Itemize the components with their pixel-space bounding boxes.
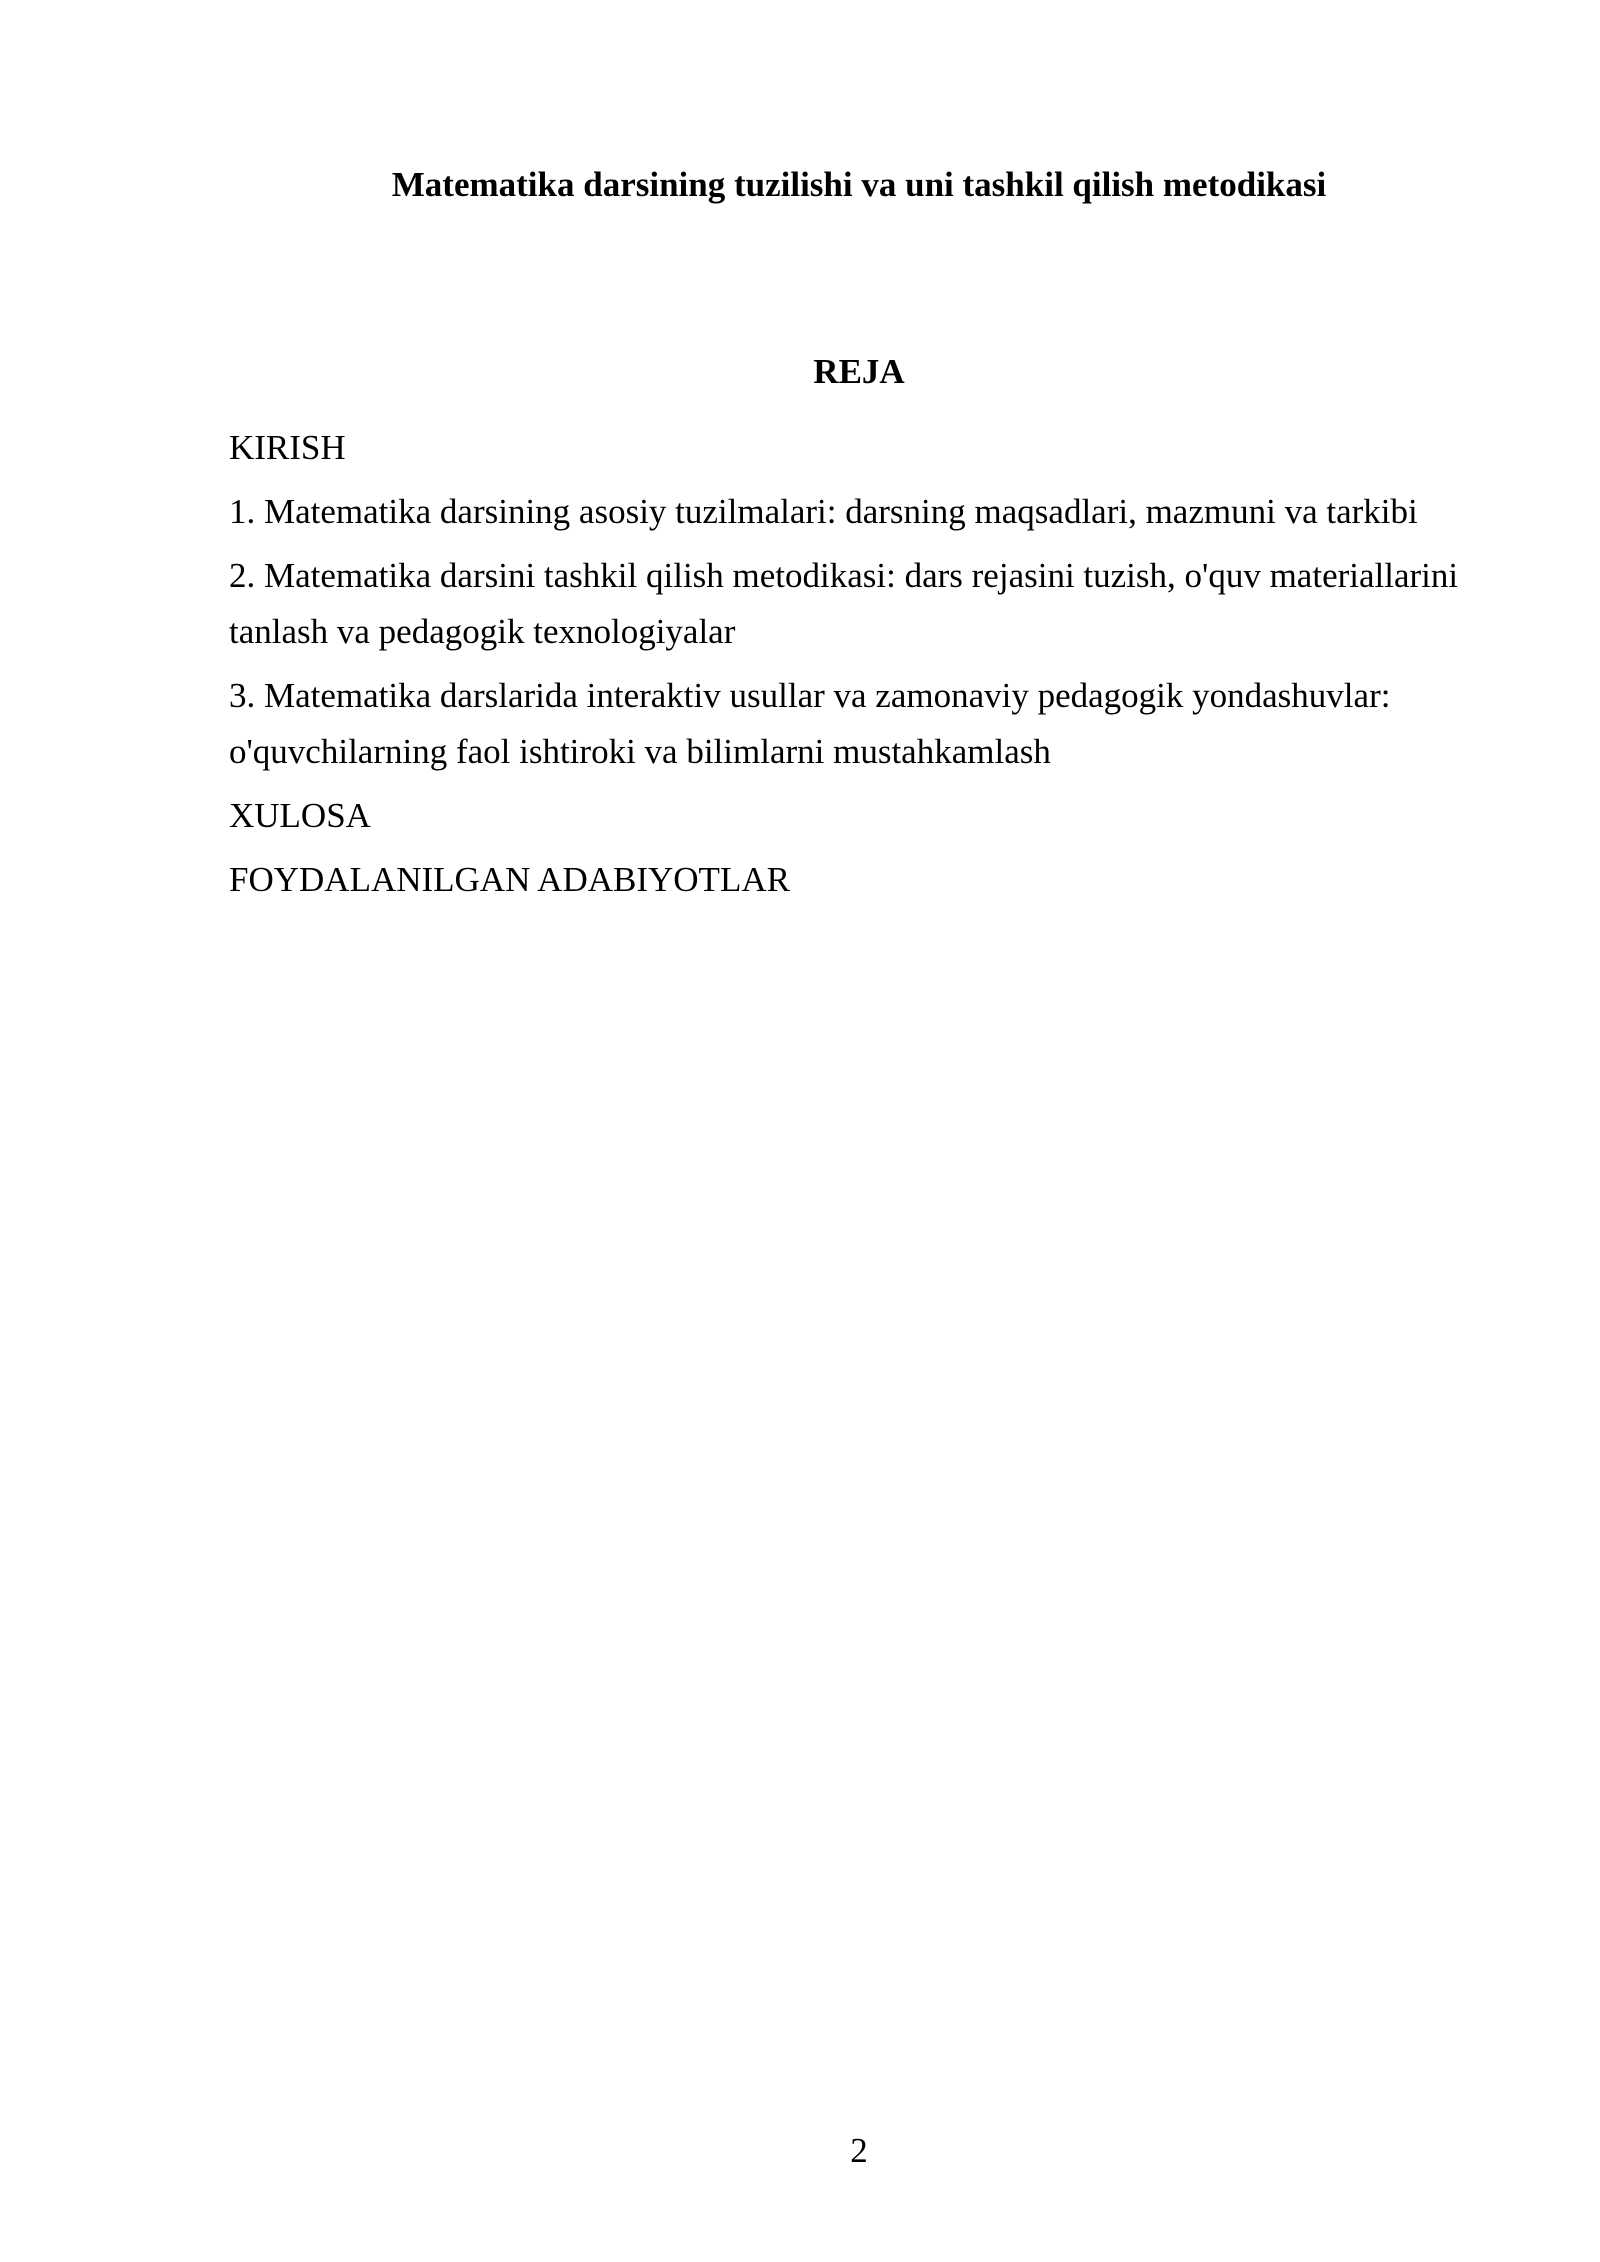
plan-item-1: 1. Matematika darsining asosiy tuzilmalari: darsning maqsadlari, mazmuni va tarkibi — [229, 492, 1418, 531]
plan-item-conclusion: XULOSA — [229, 796, 371, 835]
page-number: 2 — [850, 2131, 868, 2170]
plan-list — [229, 420, 1489, 916]
plan-item-introduction: KIRISH — [229, 428, 346, 467]
plan-item-2: 2. Matematika darsini tashkil qilish metodikasi: dars rejasini tuzish, o'quv materiallarini tanlash va pedagogik texnologiyalar — [229, 556, 1459, 651]
document-title: Matematika darsining tuzilishi va uni tashkil qilish metodikasi — [391, 165, 1327, 204]
plan-heading: REJA — [813, 352, 905, 391]
plan-item-references: FOYDALANILGAN ADABIYOTLAR — [229, 860, 790, 899]
plan-item-3: 3. Matematika darslarida interaktiv usullar va zamonaviy pedagogik yondashuvlar: o'quvchilarning faol ishtiroki va bilimlarni mustahkamlash — [229, 676, 1391, 771]
